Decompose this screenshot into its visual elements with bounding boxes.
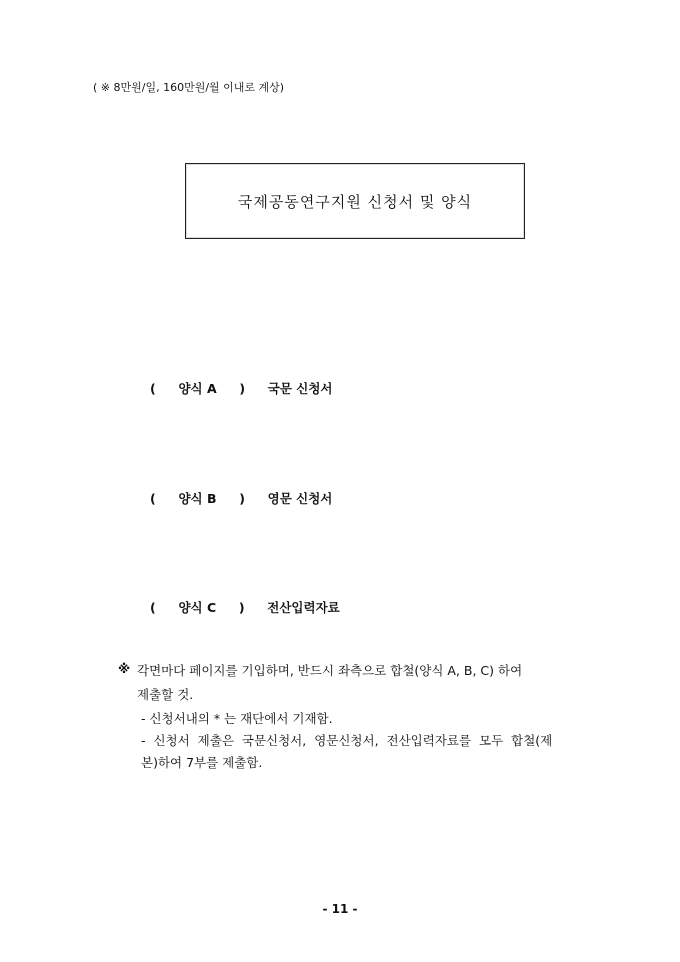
paren-close: ) xyxy=(239,491,245,506)
paren-close: ) xyxy=(239,381,246,396)
note-mark: ※ xyxy=(118,661,131,676)
note-line-2: - 신청서내의 * 는 재단에서 기재함. xyxy=(141,711,333,726)
title-box xyxy=(185,163,525,239)
form-label: 양식 B xyxy=(178,491,217,506)
form-name: 전산입력자료 xyxy=(267,600,340,615)
note-line-1: 각면마다 페이지를 기입하며, 반드시 좌측으로 합철(양식 A, B, C) 하여 xyxy=(137,663,523,678)
paren-close: ) xyxy=(238,600,245,615)
form-name: 국문 신청서 xyxy=(267,381,333,396)
form-label: 양식 A xyxy=(178,381,217,396)
note-line-3-continued: 본)하여 7부를 제출함. xyxy=(141,755,263,770)
note-line-1-continued: 제출할 것. xyxy=(137,687,194,702)
page-number: - 11 - xyxy=(322,902,358,916)
paren-open: ( xyxy=(150,491,156,506)
form-a-heading xyxy=(150,379,333,397)
header-note: ( ※ 8만원/일, 160만원/월 이내로 계상) xyxy=(93,81,285,94)
form-b-heading xyxy=(150,489,332,507)
paren-open: ( xyxy=(150,600,156,615)
form-c-heading xyxy=(150,598,340,616)
paren-open: ( xyxy=(150,381,156,396)
form-name: 영문 신청서 xyxy=(267,491,333,506)
document-title: 국제공동연구지원 신청서 및 양식 xyxy=(237,192,473,211)
note-line-3: - 신청서 제출은 국문신청서, 영문신청서, 전산입력자료를 모두 합철(제 xyxy=(141,733,553,748)
form-label: 양식 C xyxy=(178,600,217,615)
